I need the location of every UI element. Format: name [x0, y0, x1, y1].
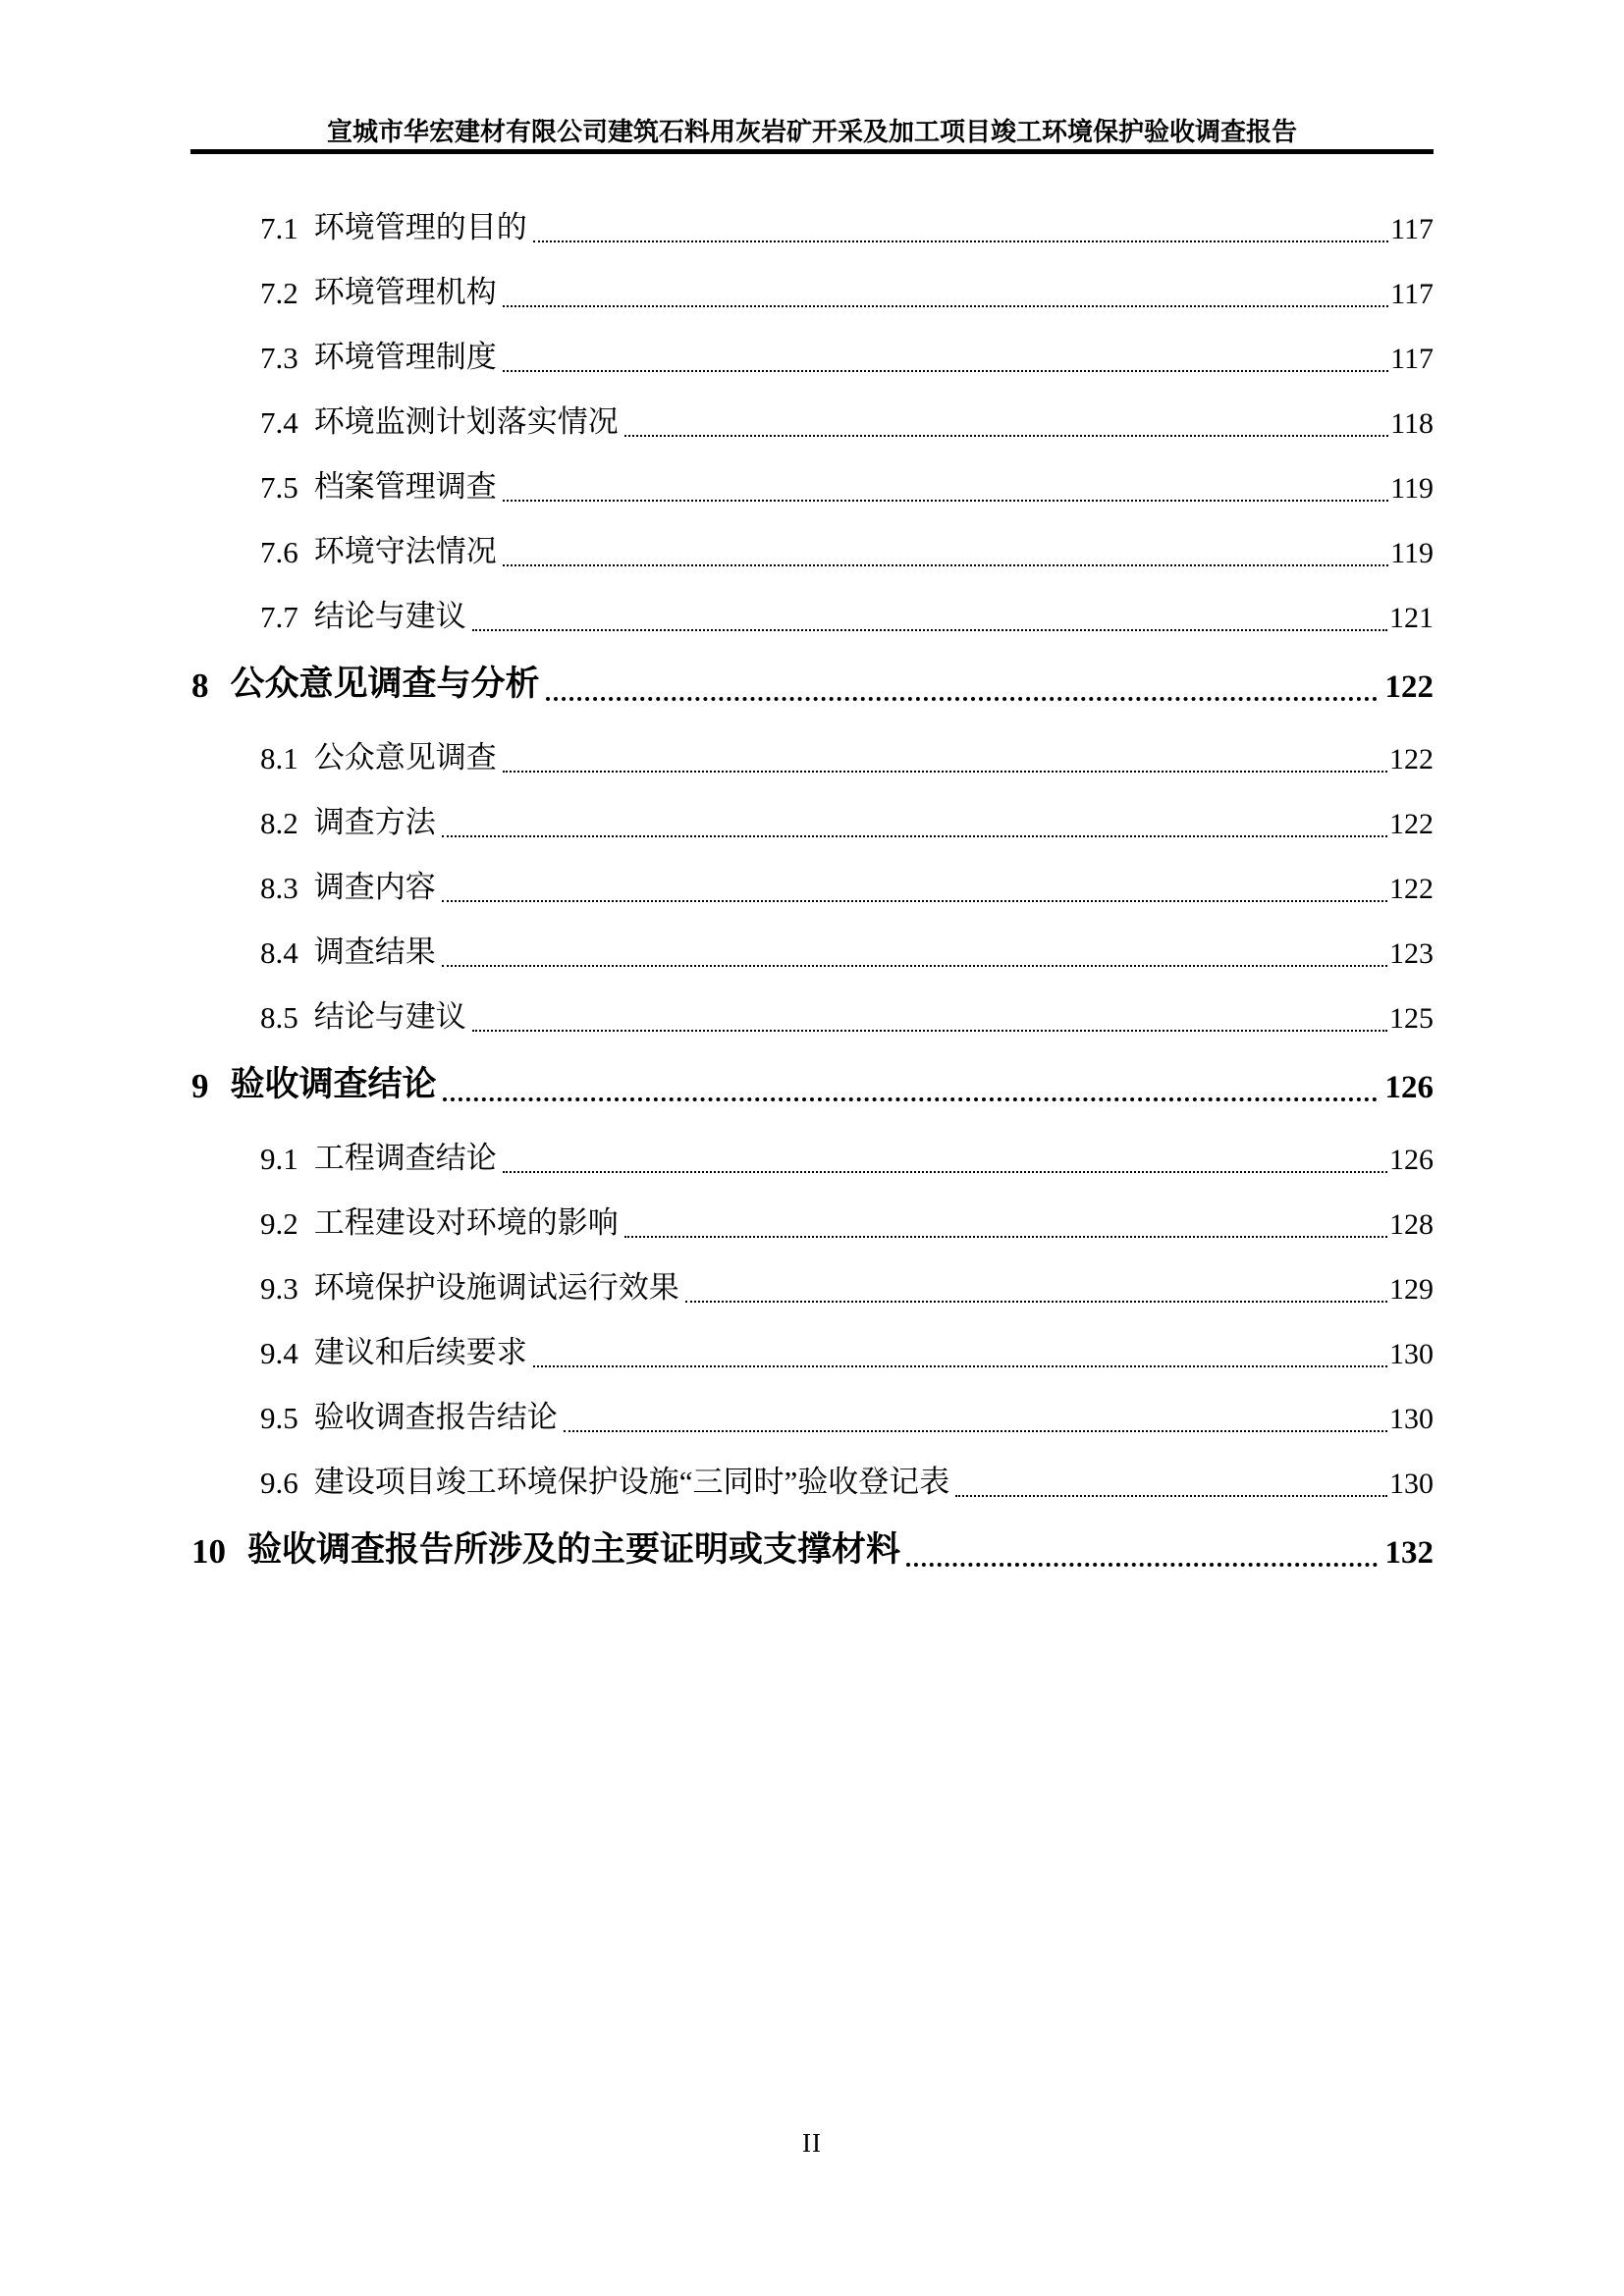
toc-entry-page: 119 [1390, 537, 1434, 569]
toc-entry-page: 117 [1390, 278, 1434, 310]
toc-entry-number: 8.3 [260, 871, 298, 905]
toc-entry[interactable] [191, 1255, 1434, 1320]
dot-leader [442, 965, 1387, 967]
dot-leader [503, 370, 1388, 372]
dot-leader [472, 1030, 1387, 1032]
toc-entry[interactable] [191, 260, 1434, 325]
toc-entry[interactable] [191, 1126, 1434, 1191]
dot-leader [472, 629, 1387, 631]
toc-entry-label: 结论与建议 [313, 599, 466, 633]
toc-entry-page: 130 [1389, 1338, 1434, 1370]
dot-leader [442, 835, 1387, 837]
toc-entry[interactable] [191, 325, 1434, 390]
toc-entry-page: 132 [1384, 1535, 1434, 1571]
dot-leader [906, 1563, 1377, 1567]
toc-entry-label: 验收调查结论 [230, 1065, 437, 1103]
toc-entry[interactable] [191, 1320, 1434, 1385]
dot-leader [533, 240, 1388, 242]
toc-entry-page: 122 [1389, 808, 1434, 840]
toc-entry-page: 129 [1389, 1273, 1434, 1306]
toc-entry[interactable] [191, 855, 1434, 920]
header-rule [190, 149, 1434, 154]
toc-entry-page: 122 [1384, 669, 1434, 705]
dot-leader [564, 1430, 1387, 1432]
table-of-contents [191, 195, 1434, 1591]
toc-entry-number: 7.6 [260, 535, 298, 569]
toc-entry-number: 8.5 [260, 1000, 298, 1035]
dot-leader [503, 1171, 1387, 1173]
toc-entry-label: 环境守法情况 [313, 534, 497, 568]
toc-entry-page: 126 [1389, 1144, 1434, 1176]
page-number: II [802, 2128, 822, 2158]
toc-entry-page: 126 [1384, 1070, 1434, 1105]
toc-entry-number: 7.2 [260, 276, 298, 310]
toc-entry-number: 8 [191, 667, 209, 705]
dot-leader [624, 435, 1388, 437]
toc-entry-number: 7.5 [260, 470, 298, 505]
toc-entry[interactable] [191, 195, 1434, 260]
toc-entry[interactable] [191, 653, 1434, 718]
toc-entry[interactable] [191, 1385, 1434, 1450]
toc-entry-number: 10 [191, 1532, 226, 1571]
toc-entry-page: 125 [1389, 1002, 1434, 1035]
toc-entry[interactable] [191, 790, 1434, 855]
toc-entry-label: 环境管理的目的 [313, 210, 527, 244]
toc-entry-label: 环境管理机构 [313, 275, 497, 309]
toc-entry[interactable] [191, 454, 1434, 519]
toc-entry-label: 验收调查报告结论 [313, 1400, 558, 1434]
toc-entry-label: 建设项目竣工环境保护设施“三同时”验收登记表 [313, 1465, 950, 1499]
toc-entry-page: 123 [1389, 937, 1434, 970]
dot-leader [955, 1495, 1387, 1497]
toc-entry-label: 调查结果 [313, 934, 436, 969]
page-footer [0, 2128, 1624, 2159]
toc-entry-page: 117 [1390, 343, 1434, 375]
toc-entry-label: 公众意见调查 [313, 740, 497, 774]
toc-entry-number: 9.2 [260, 1206, 298, 1241]
toc-entry-page: 128 [1389, 1208, 1434, 1241]
toc-entry[interactable] [191, 1191, 1434, 1255]
toc-entry-label: 公众意见调查与分析 [230, 665, 540, 703]
dot-leader [624, 1236, 1387, 1238]
toc-entry-number: 7.1 [260, 211, 298, 245]
toc-entry-number: 9.3 [260, 1271, 298, 1306]
toc-entry[interactable] [191, 920, 1434, 985]
toc-entry-page: 119 [1390, 472, 1434, 505]
dot-leader [533, 1365, 1387, 1367]
toc-entry-label: 档案管理调查 [313, 469, 497, 504]
toc-entry-label: 工程调查结论 [313, 1141, 497, 1175]
toc-entry-label: 结论与建议 [313, 999, 466, 1034]
toc-entry-label: 环境监测计划落实情况 [313, 404, 619, 439]
toc-entry-label: 环境管理制度 [313, 340, 497, 374]
toc-entry-label: 建议和后续要求 [313, 1335, 527, 1369]
toc-entry-number: 9.6 [260, 1466, 298, 1500]
toc-entry[interactable] [191, 584, 1434, 649]
dot-leader [443, 1097, 1378, 1101]
toc-entry-number: 9 [191, 1067, 209, 1105]
toc-entry[interactable] [191, 1053, 1434, 1118]
toc-entry-label: 环境保护设施调试运行效果 [313, 1270, 679, 1305]
toc-entry-label: 验收调查报告所涉及的主要证明或支撑材料 [247, 1530, 901, 1569]
toc-entry[interactable] [191, 1450, 1434, 1515]
toc-entry[interactable] [191, 519, 1434, 584]
toc-entry-page: 130 [1389, 1468, 1434, 1500]
toc-entry-number: 8.4 [260, 935, 298, 970]
dot-leader [503, 305, 1388, 307]
toc-entry-label: 调查内容 [313, 870, 436, 904]
toc-entry-label: 工程建设对环境的影响 [313, 1205, 619, 1240]
toc-entry-number: 7.7 [260, 600, 298, 634]
dot-leader [546, 697, 1378, 701]
toc-entry-page: 122 [1389, 743, 1434, 775]
toc-entry[interactable] [191, 390, 1434, 454]
toc-entry-label: 调查方法 [313, 805, 436, 839]
dot-leader [503, 564, 1388, 566]
toc-entry-number: 7.4 [260, 405, 298, 440]
header-title: 宣城市华宏建材有限公司建筑石料用灰岩矿开采及加工项目竣工环境保护验收调查报告 [326, 118, 1297, 146]
toc-entry-number: 8.2 [260, 806, 298, 840]
toc-entry-number: 9.5 [260, 1401, 298, 1435]
toc-entry-page: 121 [1389, 602, 1434, 634]
toc-entry-number: 7.3 [260, 341, 298, 375]
toc-entry-page: 118 [1390, 407, 1434, 440]
dot-leader [503, 500, 1388, 502]
dot-leader [685, 1301, 1387, 1303]
dot-leader [503, 771, 1387, 773]
toc-entry-number: 8.1 [260, 741, 298, 775]
toc-entry-number: 9.1 [260, 1142, 298, 1176]
toc-entry[interactable] [191, 985, 1434, 1049]
toc-entry-number: 9.4 [260, 1336, 298, 1370]
toc-entry-page: 130 [1389, 1403, 1434, 1435]
toc-entry-page: 117 [1390, 213, 1434, 245]
toc-entry[interactable] [191, 1519, 1434, 1583]
toc-entry[interactable] [191, 725, 1434, 790]
dot-leader [442, 900, 1387, 902]
toc-entry-page: 122 [1389, 873, 1434, 905]
